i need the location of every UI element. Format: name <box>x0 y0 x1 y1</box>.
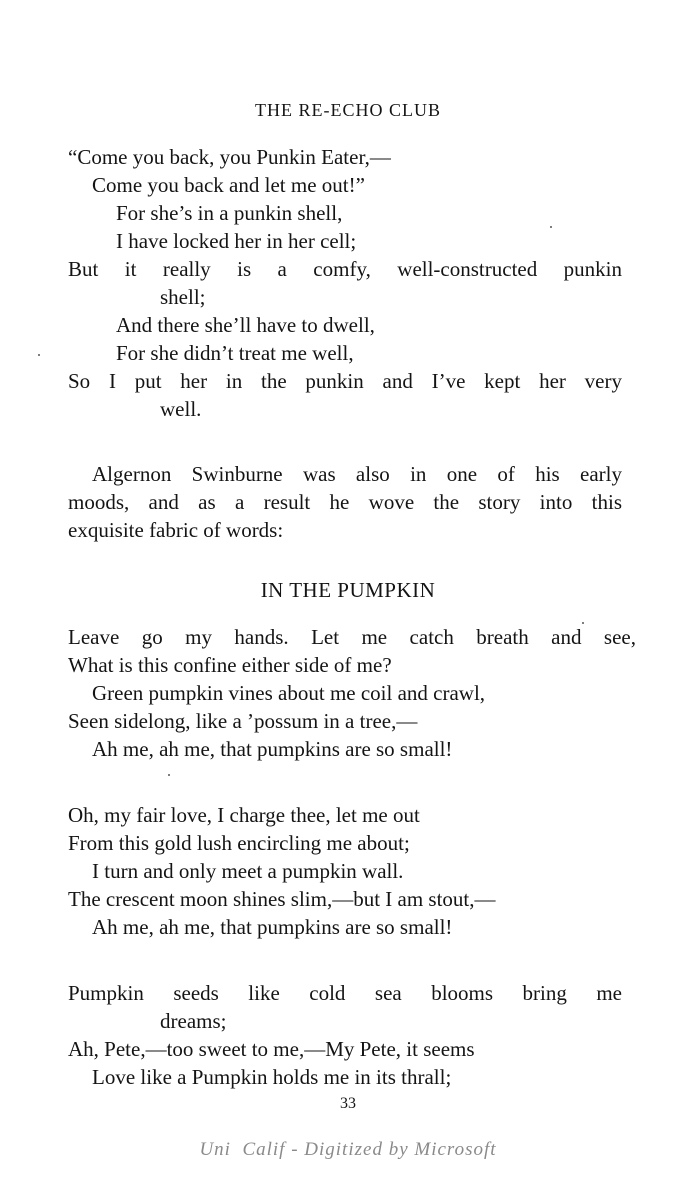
poem-line: Ah me, ah me, that pumpkins are so small! <box>92 737 453 761</box>
poem-line: For she didn’t treat me well, <box>116 341 354 365</box>
poem-line: shell; <box>160 285 206 309</box>
page-number: 33 <box>340 1095 356 1112</box>
poem-line: Green pumpkin vines about me coil and crawl, <box>92 681 486 705</box>
prose-line: moods, and as a result he wove the story into this <box>68 490 622 514</box>
section-title: IN THE PUMPKIN <box>260 578 436 602</box>
poem-line: Seen sidelong, like a ’possum in a tree,— <box>68 709 418 733</box>
scan-speck <box>582 622 584 624</box>
poem-line: well. <box>160 397 202 421</box>
poem-line: Ah me, ah me, that pumpkins are so small! <box>92 915 453 939</box>
poem-line: I turn and only meet a pumpkin wall. <box>92 859 404 883</box>
poem-line: Ah, Pete,—too sweet to me,—My Pete, it seems <box>68 1037 475 1061</box>
scan-speck <box>38 354 40 356</box>
running-head: THE RE-ECHO CLUB <box>255 100 441 120</box>
poem-line: The crescent moon shines slim,—but I am stout,— <box>68 887 496 911</box>
digitization-watermark: Uni Calif - Digitized by Microsoft <box>199 1139 497 1160</box>
poem-line: Leave go my hands. Let me catch breath and see, <box>68 625 636 649</box>
poem-line: Oh, my fair love, I charge thee, let me out <box>68 803 420 827</box>
poem-line: But it really is a comfy, well-constructed punkin <box>68 257 622 281</box>
poem-line: What is this confine either side of me? <box>68 653 392 677</box>
poem-line: For she’s in a punkin shell, <box>116 201 343 225</box>
poem-line: From this gold lush encircling me about; <box>68 831 410 855</box>
prose-line: exquisite fabric of words: <box>68 518 284 542</box>
poem-line: And there she’ll have to dwell, <box>116 313 375 337</box>
poem-line: Love like a Pumpkin holds me in its thrall; <box>92 1065 452 1089</box>
poem-line: So I put her in the punkin and I’ve kept her very <box>68 369 622 393</box>
poem-line: Come you back and let me out!” <box>92 173 365 197</box>
poem-line: “Come you back, you Punkin Eater,— <box>68 145 391 169</box>
prose-line: Algernon Swinburne was also in one of his early <box>92 462 622 486</box>
scan-speck <box>550 226 552 228</box>
scan-speck <box>168 774 170 776</box>
poem-line: Pumpkin seeds like cold sea blooms bring me <box>68 981 622 1005</box>
poem-line: dreams; <box>160 1009 227 1033</box>
poem-line: I have locked her in her cell; <box>116 229 357 253</box>
